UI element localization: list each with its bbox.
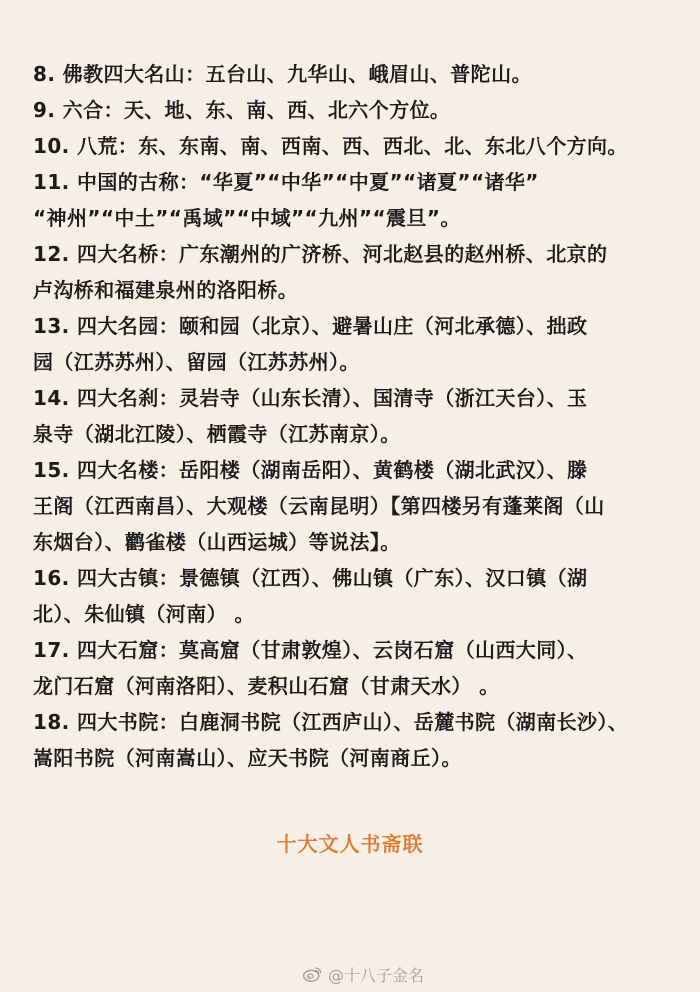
section-heading: 十大文人书斋联	[276, 832, 424, 856]
weibo-watermark	[302, 962, 424, 986]
text-line: 15. 四大名楼：岳阳楼（湖南岳阳）、黄鹤楼（湖北武汉）、滕	[33, 458, 588, 482]
text-line: 17. 四大石窟：莫高窟（甘肃敦煌）、云岗石窟（山西大同）、	[33, 638, 588, 662]
text-line: 8. 佛教四大名山：五台山、九华山、峨眉山、普陀山。	[33, 62, 532, 86]
weibo-icon	[302, 965, 324, 983]
document-body	[33, 56, 673, 776]
text-line: 北）、朱仙镇（河南） 。	[33, 602, 255, 626]
text-line: 12. 四大名桥：广东潮州的广济桥、河北赵县的赵州桥、北京的	[33, 242, 608, 266]
text-line: 东烟台）、鹳雀楼（山西运城）等说法】。	[33, 530, 401, 554]
text-line: 卢沟桥和福建泉州的洛阳桥。	[33, 278, 299, 302]
text-line: 龙门石窟（河南洛阳）、麦积山石窟（甘肃天水） 。	[33, 674, 500, 698]
watermark-text: @十八子金名	[327, 965, 424, 985]
text-line: 18. 四大书院：白鹿洞书院（江西庐山）、岳麓书院（湖南长沙）、	[33, 710, 629, 734]
text-line: 10. 八荒：东、东南、南、西南、西、西北、北、东北八个方向。	[33, 134, 628, 158]
text-line: 16. 四大古镇：景德镇（江西）、佛山镇（广东）、汉口镇（湖	[33, 566, 588, 590]
text-line: 王阁（江西南昌）、大观楼（云南昆明）【第四楼另有蓬莱阁（山	[33, 494, 605, 518]
text-line: 13. 四大名园：颐和园（北京）、避暑山庄（河北承德）、拙政	[33, 314, 588, 338]
text-line: “神州”“中土”“禹域”“中域”“九州”“震旦”。	[33, 206, 461, 230]
text-line: 嵩阳书院（河南嵩山）、应天书院（河南商丘）。	[33, 746, 462, 770]
text-line: 泉寺（湖北江陵）、栖霞寺（江苏南京）。	[33, 422, 401, 446]
text-line: 14. 四大名刹：灵岩寺（山东长清）、国清寺（浙江天台）、玉	[33, 386, 588, 410]
text-line: 园（江苏苏州）、留园（江苏苏州）。	[33, 350, 360, 374]
text-line: 9. 六合：天、地、东、南、西、北六个方位。	[33, 98, 451, 122]
text-line: 11. 中国的古称：“华夏”“中华”“中夏”“诸夏”“诸华”	[33, 170, 539, 194]
